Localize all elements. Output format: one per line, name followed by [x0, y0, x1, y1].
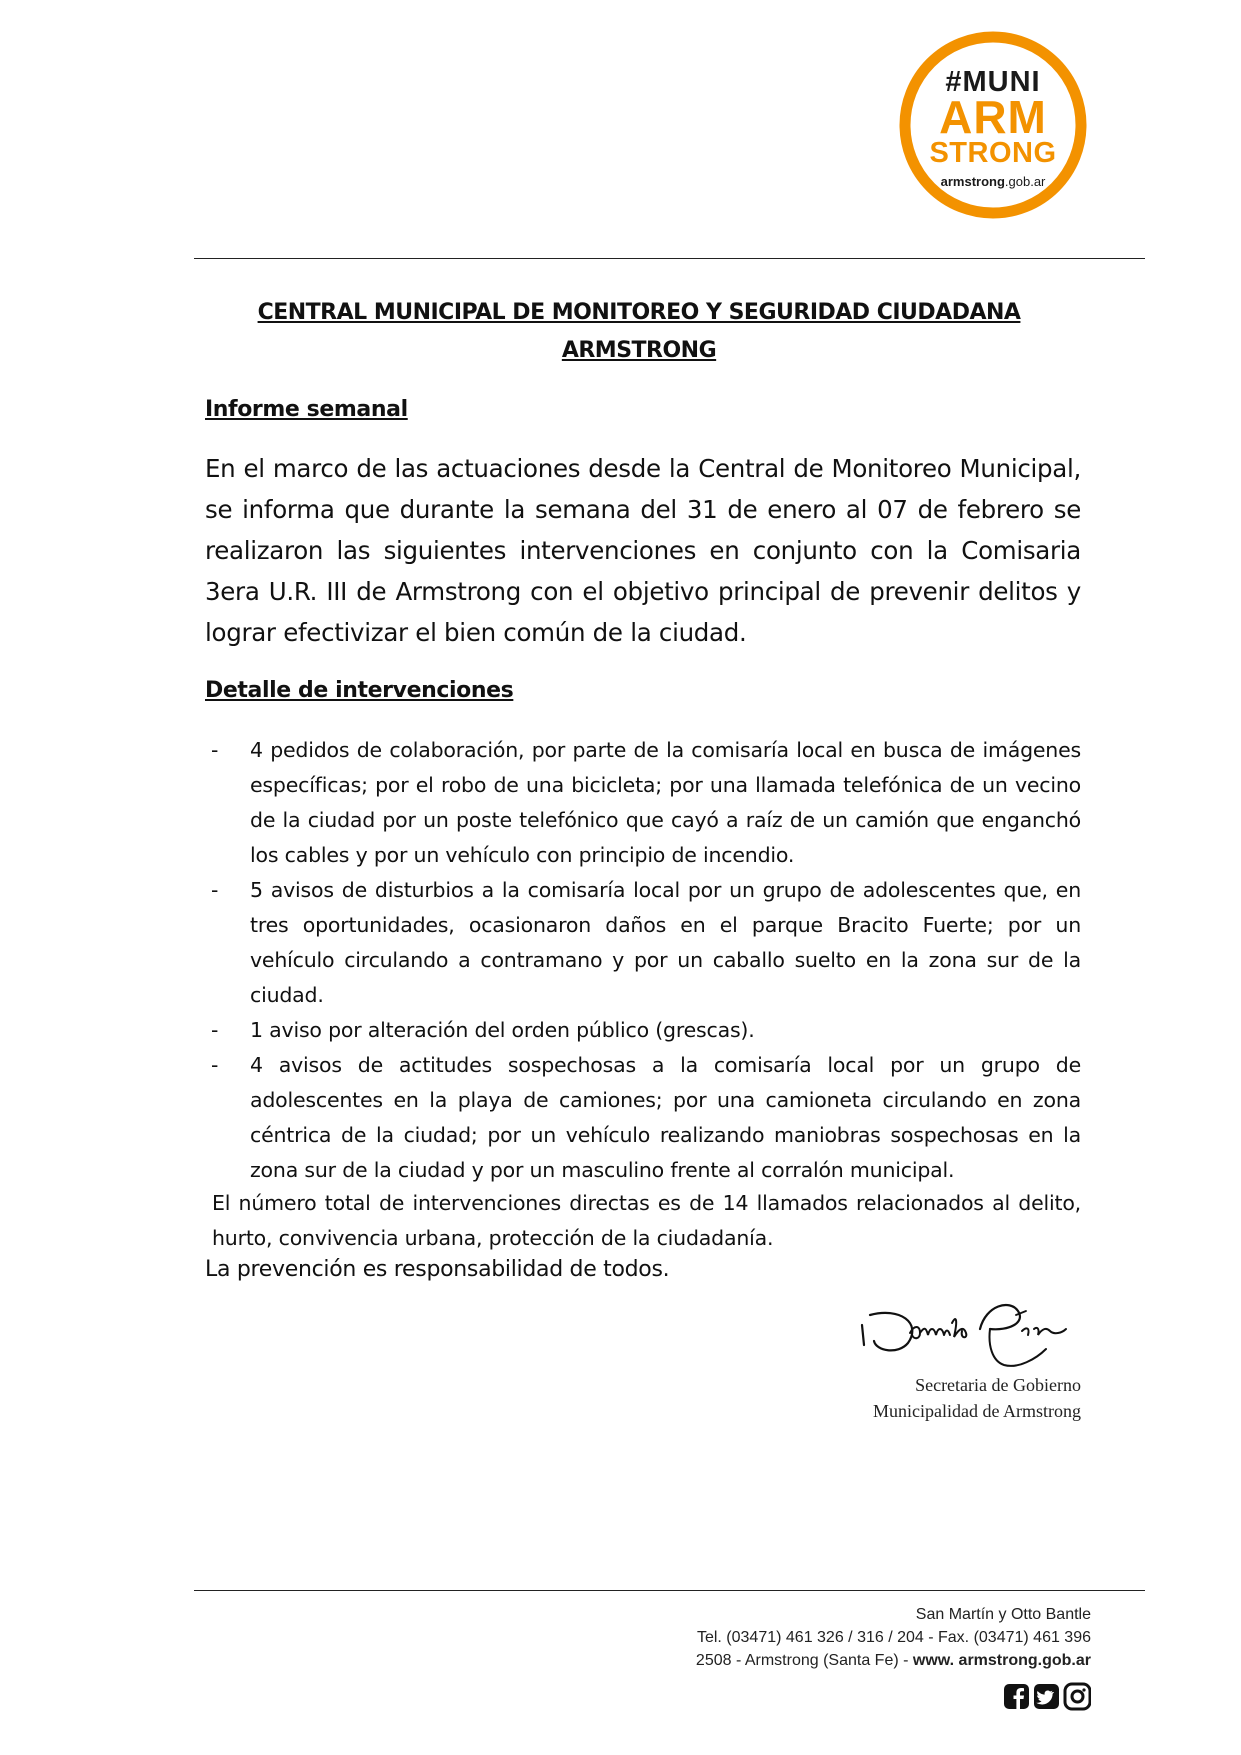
instagram-icon[interactable]	[1065, 1684, 1090, 1709]
interventions-list	[205, 733, 1081, 1188]
signatory-organization: Municipalidad de Armstrong	[873, 1401, 1081, 1421]
total-paragraph: El número total de intervenciones directas es de 14 llamados relacionados al delito, hurto, convivencia urbana, protección de la ciudadanía.	[212, 1191, 1081, 1250]
document-title: CENTRAL MUNICIPAL DE MONITOREO Y SEGURIDAD CIUDADANA	[257, 300, 1021, 325]
twitter-icon[interactable]	[1034, 1684, 1059, 1709]
list-item: - 1 aviso por alteración del orden público (grescas).	[211, 1018, 755, 1042]
signatory-role: Secretaria de Gobierno	[915, 1375, 1081, 1395]
logo-url: armstrong.gob.ar	[940, 174, 1046, 189]
website-link[interactable]: www. armstrong.gob.ar	[912, 1652, 1091, 1669]
footer-divider	[194, 1590, 1145, 1591]
logo-arm: ARM	[939, 91, 1047, 143]
list-item: - 4 avisos de actitudes sospechosas a la comisaría local por un grupo de adolescentes en la playa de camiones; por una camioneta circulando en zona céntrica de la ciudad; por un vehículo realizando maniobras sospechosas en la zona sur de la ciudad y por un masculino frente al corralón municipal.	[211, 1053, 1081, 1182]
handwritten-signature	[840, 1285, 1080, 1375]
header-divider	[194, 258, 1145, 259]
footer-address: San Martín y Otto Bantle	[915, 1606, 1091, 1623]
facebook-icon[interactable]	[1004, 1684, 1029, 1709]
logo-strong: STRONG	[929, 137, 1057, 169]
list-item: - 5 avisos de disturbios a la comisaría local por un grupo de adolescentes que, en tres oportunidades, ocasionaron daños en el parque Bracito Fuerte; por un vehículo circulando a contramano y por un caballo suelto en la zona sur de la ciudad.	[211, 878, 1081, 1007]
municipality-logo	[898, 30, 1088, 220]
closing-line: La prevención es responsabilidad de todos.	[205, 1257, 670, 1282]
footer-city-website: 2508 - Armstrong (Santa Fe) - www. armstrong.gob.ar	[695, 1652, 1091, 1669]
section-heading-details: Detalle de intervenciones	[205, 678, 514, 703]
intro-paragraph: En el marco de las actuaciones desde la Central de Monitoreo Municipal, se informa que durante la semana del 31 de enero al 07 de febrero se realizaron las siguientes intervenciones en conjunto con la Comisaria 3era U.R. III de Armstrong con el objetivo principal de prevenir delitos y lograr efectivizar el bien común de la ciudad.	[205, 454, 1081, 647]
footer-phones: Tel. (03471) 461 326 / 316 / 204 - Fax. (03471) 461 396	[696, 1629, 1091, 1646]
list-item: - 4 pedidos de colaboración, por parte de la comisaría local en busca de imágenes específicas; por el robo de una bicicleta; por una llamada telefónica de un vecino de la ciudad por un poste telefónico que cayó a raíz de un camión que enganchó los cables y por un vehículo con principio de incendio.	[211, 738, 1081, 867]
section-heading-report: Informe semanal	[205, 397, 408, 422]
document-subtitle: ARMSTRONG	[561, 338, 717, 363]
social-icons	[1003, 1682, 1091, 1712]
logo-muni: #MUNI	[945, 66, 1041, 98]
